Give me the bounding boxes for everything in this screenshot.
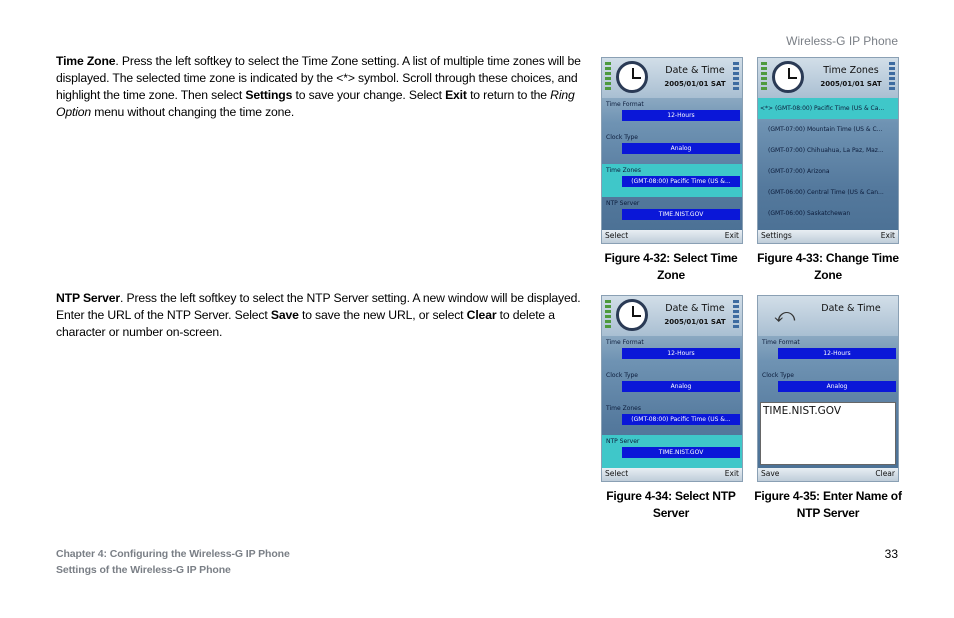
screen-title: Date & Time	[821, 303, 881, 314]
back-arrow-icon: ⤺	[774, 303, 796, 327]
softkey-right[interactable]: Exit	[724, 231, 739, 240]
softkey-left[interactable]: Settings	[761, 231, 792, 240]
screen-date: 2005/01/01 SAT	[664, 318, 726, 326]
signal-icon	[761, 62, 767, 92]
battery-icon	[733, 62, 739, 92]
analog-clock-icon	[772, 61, 804, 93]
screen-header	[758, 58, 898, 98]
ntp-server-paragraph: NTP Server. Press the left softkey to select the NTP Server setting. A new window will be displayed. Enter the URL of the NTP Server. Select Save to save the new URL, or select Clear to delete a character or number on-screen.	[56, 291, 581, 339]
term: NTP Server	[56, 291, 120, 305]
setting-row-ntp-server[interactable]: NTP Server TIME.NIST.GOV	[602, 435, 742, 468]
setting-row-time-format[interactable]: Time Format 12-Hours	[602, 98, 742, 131]
softkey-bar	[758, 468, 898, 481]
figure-caption: Figure 4-32: Select Time Zone	[604, 251, 738, 282]
battery-icon	[733, 300, 739, 330]
battery-icon	[889, 62, 895, 92]
setting-row-time-zones[interactable]: Time Zones (GMT-08:00) Pacific Time (US &...	[602, 164, 742, 197]
screen-date: 2005/01/01 SAT	[664, 80, 726, 88]
phone-screen-select-time-zone	[601, 57, 743, 244]
phone-screen-enter-ntp-name	[757, 295, 899, 482]
screen-header	[602, 58, 742, 98]
time-zone-item[interactable]: (GMT-06:00) Central Time (US & Can...	[768, 189, 884, 196]
softkey-bar	[602, 230, 742, 243]
softkey-left[interactable]: Save	[761, 469, 780, 478]
screen-title: Date & Time	[665, 65, 725, 76]
footer-section: Settings of the Wireless-G IP Phone	[56, 564, 231, 576]
setting-row-ntp-server[interactable]: NTP Server TIME.NIST.GOV	[602, 197, 742, 230]
running-header: Wireless-G IP Phone	[786, 34, 898, 48]
figure-caption: Figure 4-34: Select NTP Server	[606, 489, 736, 520]
signal-icon	[605, 62, 611, 92]
softkey-left[interactable]: Select	[605, 469, 629, 478]
term: Time Zone	[56, 54, 116, 68]
setting-row-clock-type[interactable]: Clock Type Analog	[602, 131, 742, 164]
time-zone-item[interactable]: (GMT-06:00) Saskatchewan	[768, 210, 851, 217]
time-zone-paragraph: Time Zone. Press the left softkey to select the Time Zone setting. A list of multiple time zones will be displayed. The selected time zone is indicated by the <*> symbol. Scroll through these choices, and highlight the time zone. Then select Settings to save your change. Select Exit to return to the Ring Option menu without changing the time zone.	[56, 54, 581, 119]
time-zone-item[interactable]: <*> (GMT-08:00) Pacific Time (US & Ca...	[758, 98, 898, 119]
screen-title: Time Zones	[823, 65, 879, 76]
setting-row-clock-type[interactable]: Clock Type Analog	[602, 369, 742, 402]
figure-caption: Figure 4-33: Change Time Zone	[757, 251, 899, 282]
time-zone-item[interactable]: (GMT-07:00) Mountain Time (US & C...	[768, 126, 883, 133]
ntp-server-text-entry[interactable]: TIME.NIST.GOV	[760, 402, 896, 465]
footer-chapter: Chapter 4: Configuring the Wireless-G IP Phone	[56, 548, 290, 560]
analog-clock-icon	[616, 299, 648, 331]
signal-icon	[605, 300, 611, 330]
phone-screen-select-ntp-server	[601, 295, 743, 482]
screen-header	[602, 296, 742, 336]
time-zone-item[interactable]: (GMT-07:00) Chihuahua, La Paz, Maz...	[768, 147, 884, 154]
setting-row-time-format[interactable]: Time Format 12-Hours	[602, 336, 742, 369]
screen-title: Date & Time	[665, 303, 725, 314]
softkey-bar	[602, 468, 742, 481]
figure-caption: Figure 4-35: Enter Name of NTP Server	[754, 489, 902, 520]
setting-row-time-format[interactable]: Time Format 12-Hours	[758, 336, 898, 369]
time-zone-item[interactable]: (GMT-07:00) Arizona	[768, 168, 830, 175]
softkey-bar	[758, 230, 898, 243]
softkey-right[interactable]: Clear	[875, 469, 895, 478]
softkey-right[interactable]: Exit	[724, 469, 739, 478]
screen-header	[758, 296, 898, 336]
setting-row-time-zones[interactable]: Time Zones (GMT-08:00) Pacific Time (US &...	[602, 402, 742, 435]
screen-date: 2005/01/01 SAT	[820, 80, 882, 88]
phone-screen-change-time-zone	[757, 57, 899, 244]
softkey-left[interactable]: Select	[605, 231, 629, 240]
softkey-right[interactable]: Exit	[880, 231, 895, 240]
page-number: 33	[884, 547, 898, 561]
setting-row-clock-type[interactable]: Clock Type Analog	[758, 369, 898, 402]
analog-clock-icon	[616, 61, 648, 93]
